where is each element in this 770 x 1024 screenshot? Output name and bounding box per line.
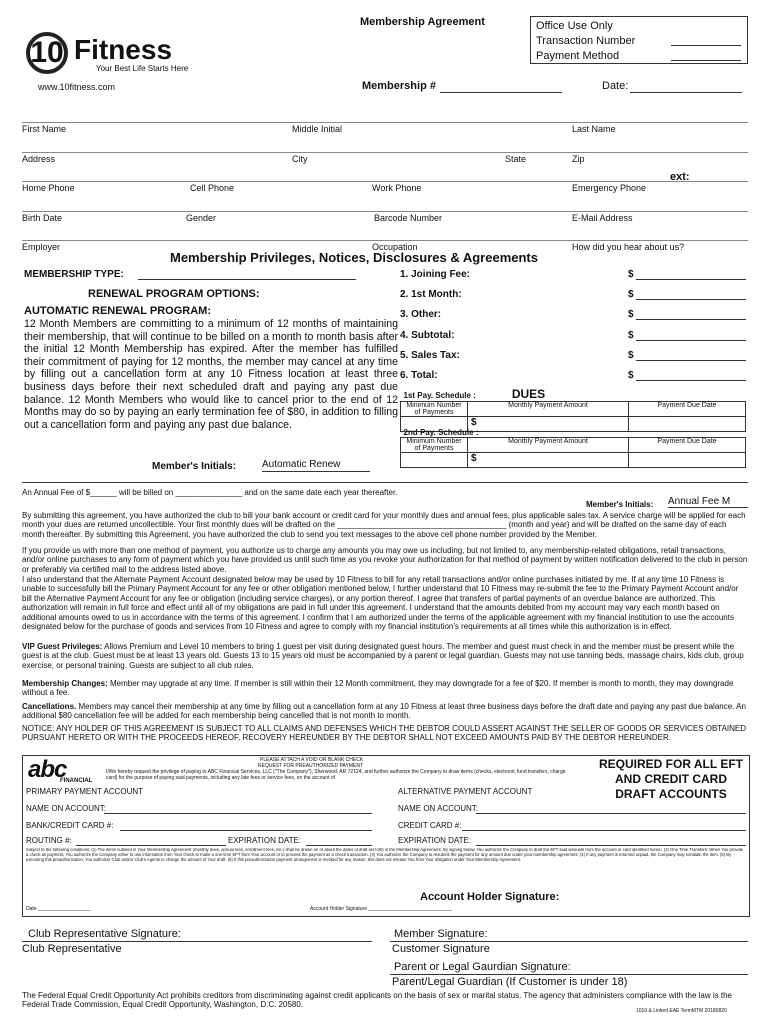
occupation-label: Occupation [372,242,418,252]
gender-label: Gender [186,213,217,223]
date-small: Date ___________________ [26,906,91,912]
alt-exp-label: EXPIRATION DATE: [398,836,472,845]
attach-check-note: PLEASE ATTACH A VOID OR BLANK CHECK [260,757,364,763]
city-label: City [292,154,308,164]
annual-initials-field[interactable]: Annual Fee M [668,496,748,508]
privileges-title: Membership Privileges, Notices, Disclosures & Agreements [170,250,538,265]
alt-card-field[interactable] [462,821,746,831]
fee-subtotal [400,330,750,341]
customer-signature-label: Customer Signature [392,943,490,955]
membership-number-field[interactable] [440,80,562,93]
alt-name-label: NAME ON ACCOUNT: [398,804,479,813]
renewal-options-title: RENEWAL PROGRAM OPTIONS: [88,288,260,300]
alt-name-field[interactable] [476,804,746,814]
fee-first-month [400,289,750,300]
alt-exp-field[interactable] [476,836,746,846]
schedule-1-dollar[interactable]: $ [468,417,629,432]
primary-exp-field[interactable] [306,836,372,846]
payment-method-label: Payment Method [536,49,742,64]
member-signature-label: Member Signature: [394,928,488,940]
members-initials-label: Member's Initials: [152,461,237,472]
primary-name-field[interactable] [104,804,372,814]
form-id: 1010 & Linked EAE TermMTM 20180820 [636,1008,727,1014]
membership-number-label: Membership # [362,80,436,92]
monthly-amount-header: Monthly Payment Amount [468,402,629,417]
alternate-account-paragraph: I also understand that the Alternate Payment Account designated below may be used by 10 Fitness to bill for any retail transactions and/or online purchases initiated by me. If at any time 10 Fitness is unable to successfully bill the Primary Payment Account for any fee or other obligation mentioned below, I further understand that 10 Fitness may re-submit the fee to the Primary Payment Account and/or bill the Alternative Payment Account for any fee or obligation (including service charges), or any portion thereof. I agree that transfers of partial payments of an overdue balance are authorized. This authorization will remain in full force and effect until all of my obligations are paid in full under this agreement. I understand that the amounts debited from my account may vary each month based on additional amounts owed to us in accordance with the terms of this agreement. I confirm that I am authorized under the terms of the applicable agreement with my financial institution to use the accounts designated below for the purchase of goods and services from 10 Fitness and agree to comply with my financial institution's requirements at all times while this authorization is in effect. [22,575,739,632]
account-holder-small: Account Holder Signature ______________________________ [310,906,452,912]
transaction-number-label: Transaction Number [536,34,742,49]
first-name-label: First Name [22,124,67,134]
club-rep-label: Club Representative [22,943,122,955]
schedule-2-label: 2nd Pay. Schedule : [403,428,479,437]
notice-paragraph: NOTICE: ANY HOLDER OF THIS AGREEMENT IS SUBJECT TO ALL CLAIMS AND DEFENSES WHICH THE DEBTOR COULD ASSERT AGAINST THE SELLER OF GOODS OR SERVICES OBTAINED PURSUANT HERETO OR WITH THE PROCEEDS HEREOF, RECOVERY HEREUNDER BY THE DEBTOR SHALL NOT EXCEED AMOUNTS PAID BY THE DEBTOR HEREUNDER. [22,724,747,743]
guardian-signature-label: Parent or Legal Gaurdian Signature: [394,961,571,973]
date-label: Date: [602,80,629,92]
work-phone-label: Work Phone [372,183,422,193]
routing-label: ROUTING #: [26,836,72,845]
cell-phone-label: Cell Phone [190,183,235,193]
vip-paragraph: VIP Guest Privileges: Allows Premium and Level 10 members to bring 1 guest per visit during designated guest hours. The member and guest must check in and the member must be present while the guest is at the club. Guest must be at least 13 years old. Guests 13 to 15 years old must be accompanied by a parent or legal guardian. Guests may not use tanning beds, massage chairs, kids club, group exercise, or personal training. Guests are subject to all club rules. [22,642,744,670]
fee-joining [400,269,750,280]
cancellations-paragraph: Cancellations. Members may cancel their membership at any time by filling out a cancellation form at any 10 Fitness at least three business days before the draft date and paying any past due balance. An additional $80 cancellation fee will be added for each membership being cancelled that is not month to month. [22,702,746,721]
multi-payment-paragraph: If you provide us with more than one method of payment, you authorize us to charge any amounts you may owe us including, but not limited to, any membership-related obligations, retail transactions, and/or online purchases to any form of payment which you have provided us until such time as you revoke your authorization for that method of payment by written notification delivered to the club in person or preferably via certified mail to the address listed above. [22,546,748,574]
hear-about-label: How did you hear about us? [572,242,685,252]
changes-paragraph: Membership Changes: Member may upgrade at any time. If member is still within their 12 Month commitment, they may downgrade for a fee of $20. If member is month to month, they may downgrade without a fee. [22,679,734,698]
abc-financial: FINANCIAL [60,778,93,784]
fee-label: 1. Joining Fee: [400,269,471,280]
logo-number: 10 [26,32,68,74]
emergency-phone-label: Emergency Phone [572,183,647,193]
birth-date-label: Birth Date [22,213,63,223]
zip-label: Zip [572,154,585,164]
fee-label: 3. Other: [400,309,442,320]
abc-logo: abc [28,756,67,783]
fee-label: 5. Sales Tax: [400,350,460,361]
schedule-2-dollar[interactable]: $ [468,453,629,468]
membership-type-label: MEMBERSHIP TYPE: [24,269,124,280]
fee-dollar: $ [628,289,634,300]
fee-dollar: $ [628,370,634,381]
alt-card-label: CREDIT CARD #: [398,821,462,830]
logo-word: Fitness [74,34,173,65]
preauth-text: I/We hereby request the privilege of paying to ABC Financial Services, LLC ("The Company"), Sherwood, AR 72124, and further authorize the Company to draw items (checks, electronic fund transfers, charge card) for the purpose of paying said payments, including any late fees or service fees, on the account of [106,769,566,781]
required-note: REQUIRED FOR ALL EFT AND CREDIT CARD DRAFT ACCOUNTS [599,757,743,801]
email-label: E-Mail Address [572,213,633,223]
fee-dollar: $ [628,330,634,341]
primary-card-field[interactable] [120,821,372,831]
preauth-fine-print: Subject to the following conditions: (1) The items outlined in Your Membership Agreement (monthly dues, annual fees, enrollment fees, etc.) shall be drawn on or about the dates of draft set forth in the Membership Agreement. By signing below, You authorize the Company to draft the EFT said amounts from the account or card identified herein. (2) One Time Transfers: When You provide a check as payment, You authorize the Company either to use information from Your check to make a one-time EFT from Your account or to process the payment as a check transaction. (3) You authorize the Company to resubmit the payment for any amount due under your membership agreement. (4) If any payment is returned unpaid, the Company may reinitiate the item. (5) By executing this preauthorization, You authorize Club and/or Club's Agents to change the amount of Your draft. (6) If this preauthorization payment arrangement is revoked for any reason, this does not release You from Your obligation under Your Membership Agreement. [26,848,744,862]
fee-label: 4. Subtotal: [400,330,455,341]
home-phone-label: Home Phone [22,183,75,193]
auto-renewal-text: 12 Month Members are committing to a minimum of 12 months of maintaining their membership, that will continue to be billed on a month to month basis after the initial 12 Month Membership has expired. After the member has fulfilled their commitment of paying for 12 months, the member may cancel at any time by filling out a cancellation form at any 10 Fitness location at least three business days before their next scheduled draft and paying any past due balance. 12 Month Members who would like to cancel prior to the end of 12 Months may do so by paying an early termination fee of $80, in addition to filling out a cancellation form and paying any past due balance. [24,318,398,431]
middle-initial-label: Middle Initial [292,124,343,134]
routing-field[interactable] [76,836,226,846]
min-payments-header: Minimum Number of Payments [401,438,468,453]
preauth-title: REQUEST FOR PREAUTHORIZED PAYMENT [258,763,364,769]
website: www.10fitness.com [38,82,116,92]
due-date-header: Payment Due Date [629,438,746,453]
address-label: Address [22,154,56,164]
fee-dollar: $ [628,269,634,280]
page-title: Membership Agreement [360,16,485,28]
ext-label: ext: [670,171,690,183]
fee-label: 6. Total: [400,370,438,381]
primary-card-label: BANK/CREDIT CARD #: [26,821,114,830]
fee-label: 2. 1st Month: [400,289,462,300]
membership-type-field[interactable] [138,268,356,280]
primary-name-label: NAME ON ACCOUNT: [26,804,107,813]
office-use-box [530,16,748,64]
employer-label: Employer [22,242,61,252]
fee-dollar: $ [628,309,634,320]
alternative-account-title: ALTERNATIVE PAYMENT ACCOUNT [398,787,533,796]
min-payments-header: Minimum Number of Payments [401,402,468,417]
fee-dollar: $ [628,350,634,361]
primary-account-title: PRIMARY PAYMENT ACCOUNT [26,787,144,796]
account-holder-signature-label: Account Holder Signature: [420,891,560,903]
pay-schedule-2 [400,428,746,468]
fee-sales-tax [400,350,750,361]
pay-schedule-1 [400,387,746,432]
members-initials-field[interactable]: Automatic Renew [262,459,370,472]
due-date-header: Payment Due Date [629,402,746,417]
logo-tagline: Your Best Life Starts Here [96,64,189,73]
schedule-1-label: 1st Pay. Schedule : [403,391,476,400]
barcode-label: Barcode Number [374,213,443,223]
date-field[interactable] [630,80,742,93]
dues-label: DUES [511,387,546,401]
fee-other [400,309,750,320]
state-label: State [505,154,527,164]
club-rep-signature-label: Club Representative Signature: [28,928,181,940]
ecoa-notice: The Federal Equal Credit Opportunity Act prohibits creditors from discriminating against credit applicants on the basis of sex or marital status. The agency that administers compliance with the law is the Federal Trade Commission, Equal Credit Opportunity, Washington, D.C. 20580. [22,991,732,1009]
auto-renewal-title: AUTOMATIC RENEWAL PROGRAM: [24,305,212,317]
office-use-title: Office Use Only [536,20,613,32]
billing-paragraph: By submitting this agreement, you have authorized the club to bill your bank account or credit card for your monthly dues and annual fees, plus applicable sales tax. A service charge will be applied for each month your dues are returned uncollectible. Your first monthly dues will be drafted on the ______________________________________ (month and year) and will be drafted on the same day of each month thereafter. By submitting this Agreement, you have authorized the club to send you text messages to the above cell phone number provided by the Member. [22,511,746,539]
monthly-amount-header: Monthly Payment Amount [468,438,629,453]
primary-exp-label: EXPIRATION DATE: [228,836,302,845]
fee-total [400,370,750,381]
last-name-label: Last Name [572,124,616,134]
annual-initials-label: Member's Initials: [586,500,654,509]
guardian-note: Parent/Legal Guardian (If Customer is under 18) [392,976,628,988]
annual-fee-text: An Annual Fee of $______ will be billed on _______________ and on the same date each year thereafter. [22,488,398,497]
